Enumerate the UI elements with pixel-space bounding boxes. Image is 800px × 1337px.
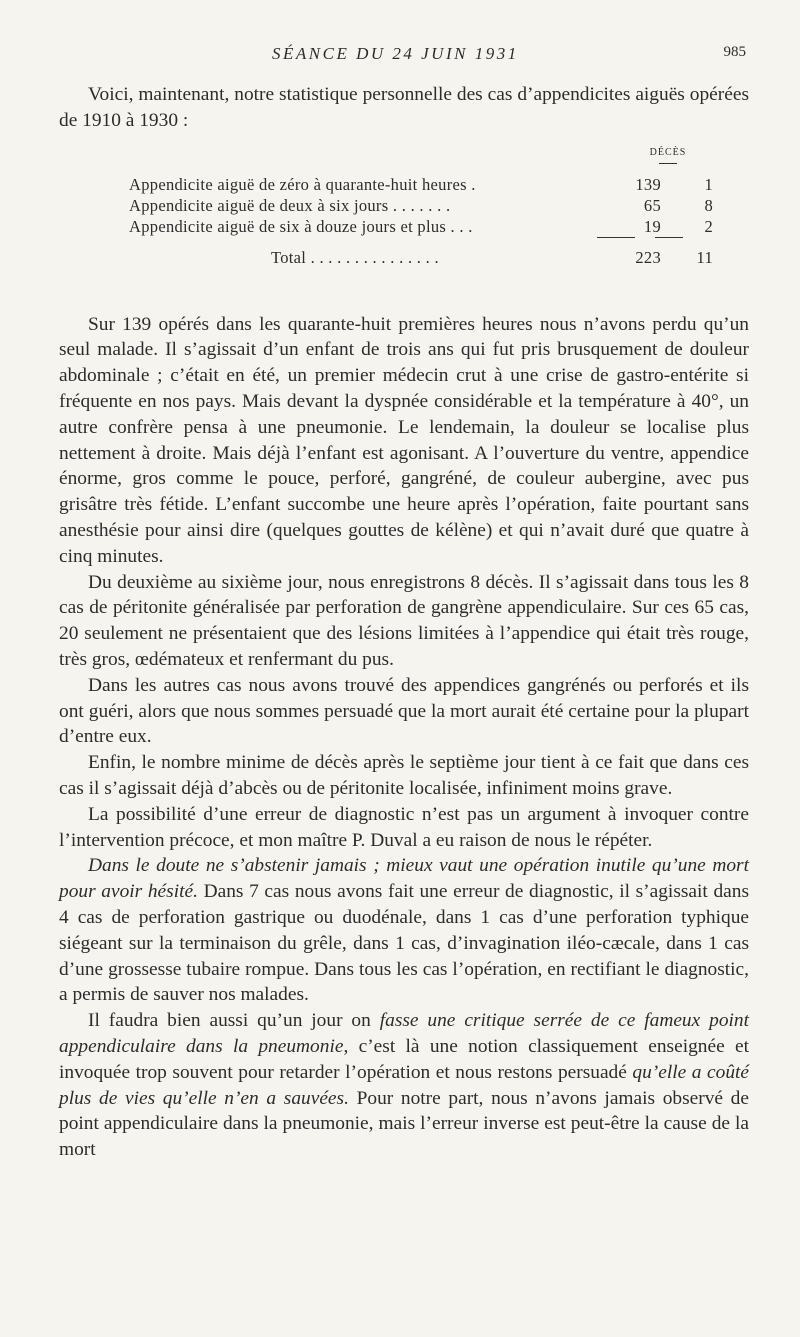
running-head [0, 44, 800, 68]
paragraph-6-text: Dans 7 cas nous avons fait une erreur de diagnostic, il s’agissait dans 4 cas de perforation gastrique ou duodénale, dans 1 cas d’une perforation typhique siégeant sur la terminaison du grêle, dans 1 cas, d’invagination iléo-cæcale, dans 1 cas d’une grossesse tubaire rompue. Dans tous les cas l’opération, en rectifiant le diagnostic, a permis de sauver nos malades. [59, 881, 749, 1006]
row-operes: 65 [643, 195, 661, 215]
table-row [129, 172, 713, 194]
row-operes: 19 [643, 216, 661, 236]
statistics-table [59, 134, 749, 284]
paragraph-7-text-a: Il faudra bien aussi qu’un jour on [88, 1010, 380, 1032]
row-label: Appendicite aiguë de six à douze jours et plus . . . [129, 216, 473, 236]
paragraph-5: La possibilité d’une erreur de diagnostic n’est pas un argument à invoquer contre l’intervention précoce, et mon maître P. Duval a eu raison de nous le répéter. [59, 803, 749, 851]
paragraph-3: Dans les autres cas nous avons trouvé des appendices gangrénés ou perforés et ils ont guéri, alors que nous sommes persuadé que la mort aurait été certaine pour la plupart d’entre eux. [59, 674, 749, 748]
paragraph-4: Enfin, le nombre minime de décès après le septième jour tient à ce fait que dans ces cas il s’agissait déjà d’abcès ou de péritonite localisée, infiniment moins grave. [59, 752, 749, 799]
table-row [129, 193, 713, 215]
page-number: 985 [723, 44, 746, 60]
row-deces: 1 [704, 174, 713, 194]
paragraph-7-italic-d: qu’elle a coûté plus de vies qu’elle n’en a sauvées. [59, 1061, 750, 1109]
running-title: SÉANCE DU 24 JUIN 1931 [272, 44, 519, 63]
paragraph-2: Du deuxième au sixième jour, nous enregistrons 8 décès. Il s’agissait dans tous les 8 cas de péritonite généralisée par perforation de gangrène appendiculaire. Sur ces 65 cas, 20 seulement ne présentaient que des lésions limitées à l’appendice qui était très rouge, très gros, œdémateux et renfermant du pus. [59, 571, 749, 670]
paragraph-1: Sur 139 opérés dans les quarante-huit premières heures nous n’avons perdu qu’un seul malade. Il s’agissait d’un enfant de trois ans qui fut pris brusquement de douleur abdominale ; c’était en été, un premier médecin crut à une crise de gastro-entérite si fréquente en nos pays. Mais devant la dyspnée considérable et la température à 40°, un autre confrère pensa à une pneumonie. Le lendemain, la douleur se localise plus nettement à droite. Mais déjà l’enfant est agonisant. A l’ouverture du ventre, appendice énorme, gros comme le pouce, perforé, gangréné, de couleur aubergine, avec pus grisâtre très fétide. L’enfant succombe une heure après l’opération, faite pourtant sans anesthésie pour ainsi dire (quelques gouttes de kélène) et qui n’avait duré que quatre à cinq minutes. [59, 313, 749, 567]
row-label: Appendicite aiguë de zéro à quarante-huit heures . [129, 174, 476, 194]
body-text [59, 82, 749, 1163]
column-header-deces: DÉCÈS [649, 146, 687, 158]
row-operes: 139 [635, 174, 661, 194]
paragraph-6 [59, 853, 749, 1008]
header-dash [659, 163, 677, 164]
paragraph-7 [59, 1008, 749, 1163]
table-total-row [271, 245, 713, 267]
sum-rule-deces [655, 237, 683, 238]
total-label: Total . . . . . . . . . . . . . . . [271, 247, 439, 267]
paragraph-7-italic-b: fasse une critique serrée de ce fameux point appendiculaire dans la pneumonie [59, 1010, 749, 1057]
maxim-italic: Dans le doute ne s’abstenir jamais ; mieux vaut une opération inutile qu’une mort pour avoir hésité. [59, 855, 749, 903]
row-label: Appendicite aiguë de deux à six jours . . . . . . . [129, 195, 451, 215]
total-operes: 223 [635, 247, 661, 267]
table-row [129, 214, 713, 236]
paragraph-7-text-c: , c’est là une notion classiquement enseignée et invoquée trop souvent pour retarder l’opération et nous restons persuadé [59, 1035, 749, 1083]
row-deces: 8 [704, 195, 713, 215]
paragraph-7-text-e: Pour notre part, nous n’avons jamais observé de point appendiculaire dans la pneumonie, mais l’erreur inverse est peut-être la cause de la mort [59, 1087, 749, 1161]
intro-paragraph: Voici, maintenant, notre statistique personnelle des cas d’appendicites aiguës opérées de 1910 à 1930 : [59, 84, 749, 131]
row-deces: 2 [704, 216, 713, 236]
total-deces: 11 [696, 247, 713, 267]
sum-rule-operes [597, 237, 635, 238]
